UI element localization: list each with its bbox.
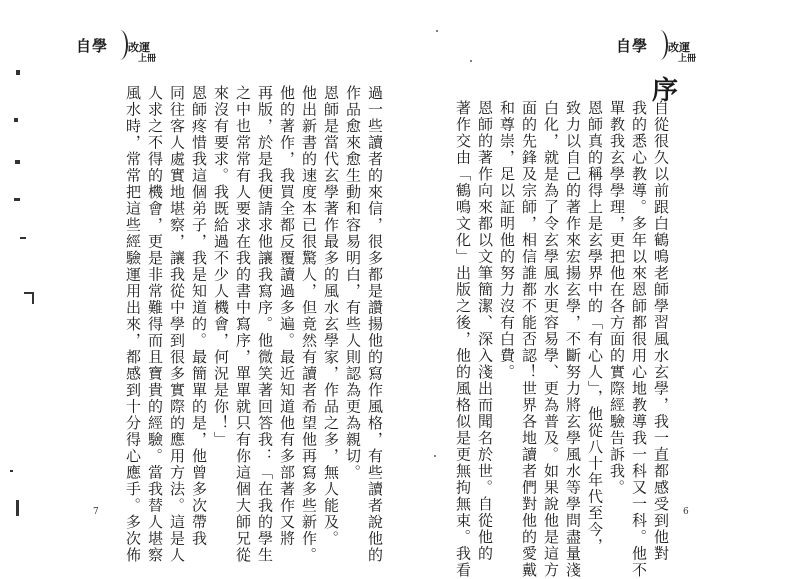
scan-mark [10,470,13,472]
preface-title: 序 [652,76,679,106]
text-column: 我的悉心教導。多年以來恩師都很用心地教導我一科又一科。他不 [630,100,648,579]
text-column: 再版，於是我便請求他讓我寫序。他微笑著回答我：「在我的學生 [256,85,274,564]
text-column: 單教我玄學學理，更把他在各方面的實際經驗告訴我。 [608,100,626,496]
text-column: 恩師是當代玄學著作最多的風水玄學家，作品之多，無人能及。 [322,85,340,547]
text-column: 著作交由「鶴鳴文化」出版之後，他的風格似是更無拘無束。我看 [454,100,472,579]
scan-mark [15,160,20,164]
scan-mark [16,500,19,516]
text-column: 作品愈來愈生動和容易明白，有些人則認為更為親切。 [344,85,362,481]
text-column: 致力以自己的著作來宏揚玄學，不斷努力將玄學風水等學問盡量淺 [564,100,582,579]
text-column: 他出新書的速度本已很驚人，但竟然有讀者希望他再寫多些新作。 [300,85,318,564]
text-column: 白化，就是為了令玄學風水更容易學、更為普及。如果說他是這方 [542,100,560,579]
header-title: 自學 [616,37,649,55]
text-column: 之中也常常有人要求在我的書中寫序，單單就只有你這個大師兄從 [234,85,252,564]
text-column: 同往客人處實地堪察，讓我從中學到很多實際的應用方法。這是人 [168,85,186,564]
scan-mark [16,70,20,75]
text-column: 風水時，常常把這些經驗運用出來，都感到十分得心應手。多次佈 [124,85,142,564]
text-column: 恩師的著作向來都以文筆簡潔、深入淺出而聞名於世。自從他的 [476,100,494,562]
text-column: 面的先鋒及宗師，相信誰都不能否認！世界各地讀者們對他的愛戴 [520,100,538,579]
header-subtitle: 改運 [128,41,150,54]
text-column: 過一些讀者的來信，很多都是讚揚他的寫作風格，有些讀者說他的 [366,85,384,564]
scan-speck [470,60,472,62]
scan-mark [32,294,34,304]
header-title: 自學 [76,37,109,55]
text-column: 自從很久以前跟白鶴鳴老師學習風水玄學，我一直都感受到他對 [652,100,670,562]
header-bracket-curve [652,30,668,60]
scan-mark [14,118,18,122]
right-page-number: 6 [683,507,689,517]
text-column: 來沒有要求。我既給過不少人機會，何況是你！」 [212,85,230,448]
scan-speck [434,455,436,457]
scan-mark [20,237,26,239]
scan-mark [14,198,20,201]
text-column: 恩師疼惜我這個弟子，我是知道的。最簡單的是，他曾多次帶我 [190,85,208,547]
text-column: 恩師真的稱得上是玄學界中的「有心人」，他從八十年代至今， [586,100,604,555]
scan-speck [436,30,438,32]
text-column: 他的著作，我買全都反覆讀過多遍。最近知道他有多部著作又將 [278,85,296,547]
header-bracket-curve [112,30,128,60]
header-volume: 上冊 [138,54,157,64]
text-column: 人求之不得的機會，更是非常難得而且寶貴的經驗。當我替人堪察 [146,85,164,564]
left-page-number: 7 [93,507,99,517]
header-subtitle: 改運 [668,41,690,54]
header-volume: 上冊 [678,54,697,64]
text-column: 和尊崇，足以証明他的努力沒有白費。 [498,100,516,381]
